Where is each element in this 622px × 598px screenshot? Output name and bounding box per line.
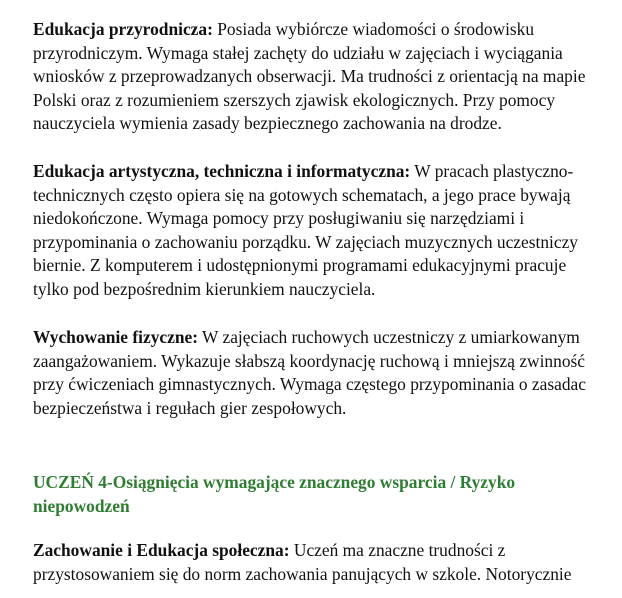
section-label: Edukacja artystyczna, techniczna i informatyczna: [33, 161, 411, 181]
text-line [33, 326, 622, 350]
text-line: nauczyciela wymienia zasady bezpiecznego zachowania na drodze. [33, 113, 502, 134]
text-line: przystosowaniem się do norm zachowania panujących w szkole. Notorycznie [33, 563, 572, 584]
text-line [33, 18, 622, 42]
section-text: Uczeń ma znaczne trudności z [289, 540, 506, 560]
text-line [33, 539, 622, 563]
section-edukacja-artystyczna [33, 160, 622, 302]
section-edukacja-przyrodnicza [33, 18, 622, 136]
text-line [33, 160, 622, 184]
section-label: Zachowanie i Edukacja społeczna: [33, 540, 290, 560]
text-line: Polski oraz z rozumieniem szerszych zjawisk ekologicznych. Przy pomocy [33, 89, 556, 110]
section-text: Posiada wybiórcze wiadomości o środowisku [212, 19, 535, 39]
text-line: biernie. Z komputerem i udostępnionymi programami edukacyjnymi pracuje [33, 255, 567, 276]
section-label: Edukacja przyrodnicza: [33, 19, 213, 39]
section-text: W pracach plastyczno- [410, 161, 574, 181]
text-line: technicznych często opiera się na gotowych schematach, a jego prace bywają [33, 184, 571, 205]
text-line: przyrodniczym. Wymaga stałej zachęty do udziału w zajęciach i wyciągania [33, 42, 563, 63]
section-wychowanie-fizyczne [33, 326, 622, 420]
text-line: wniosków z przeprowadzanych obserwacji. Ma trudności z orientacją na mapie [33, 66, 586, 87]
text-line: zaangażowaniem. Wykazuje słabszą koordynację ruchową i mniejszą zwinność [33, 350, 586, 371]
section-zachowanie-edukacja-spoleczna [33, 539, 622, 586]
section-label: Wychowanie fizyczne: [33, 327, 199, 347]
section-text: W zajęciach ruchowych uczestniczy z umiarkowanym [198, 327, 580, 347]
text-line: bezpieczeństwa i regułach gier zespołowych. [33, 397, 347, 418]
heading-line: niepowodzeń [33, 495, 130, 516]
text-line: przypominania o zachowaniu porządku. W zajęciach muzycznych uczestniczy [33, 231, 578, 252]
text-line: tylko pod bezpośrednim kierunkiem nauczyciela. [33, 278, 376, 299]
text-line: przy ćwiczeniach gimnastycznych. Wymaga częstego przypominania o zasadac [33, 374, 586, 395]
text-line: niedokończone. Wymaga pomocy przy posługiwaniu się narzędziami i [33, 208, 525, 229]
student-heading [33, 470, 515, 517]
heading-line: UCZEŃ 4-Osiągnięcia wymagające znacznego wsparcia / Ryzyko [33, 472, 516, 492]
